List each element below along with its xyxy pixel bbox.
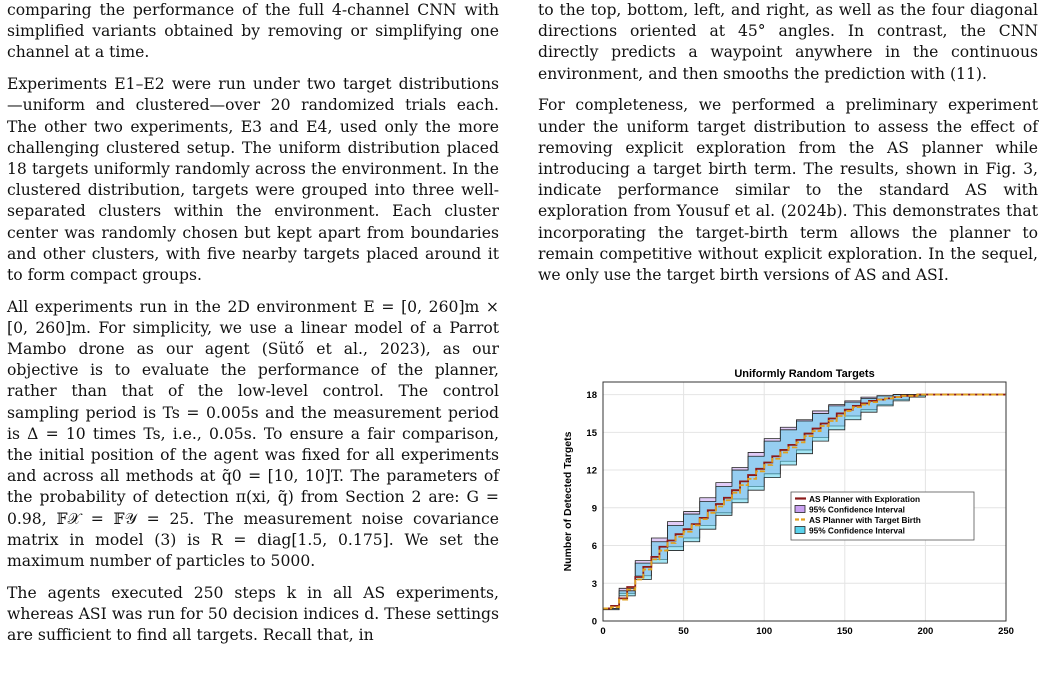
legend-label: AS Planner with Exploration [809,494,921,504]
chart-title: Uniformly Random Targets [734,368,875,380]
x-tick-label: 250 [998,626,1014,637]
y-tick-label: 3 [591,578,597,590]
y-tick-label: 6 [591,541,597,553]
paragraph: comparing the performance of the full 4-channel CNN with simplified variants obtained by removing or simplifying one channel at a time. [7,1,499,62]
x-tick-label: 100 [756,626,773,637]
legend [791,492,974,540]
y-axis-label: Number of Detected Targets [562,431,574,572]
paragraph: For completeness, we performed a preliminary experiment under the uniform target distribution to assess the effect of removing explicit exploration from the AS planner while introducing a target birth term. The results, shown in Fig. 3, indicate performance similar to the standard AS with exploration from Yousuf et al. (2024b). This demonstrates that incorporating the target-birth term allows the planner to remain competitive without explicit exploration. In the sequel, we only use the target birth versions of AS and ASI. [538,96,1038,284]
legend-swatch [795,506,805,513]
y-tick-label: 9 [591,503,597,515]
line-chart [545,364,1040,675]
left-column [7,0,499,657]
y-tick-label: 12 [586,465,597,477]
right-column [538,0,1038,297]
x-tick-label: 150 [836,626,853,637]
y-tick-label: 0 [591,616,597,628]
legend-label: AS Planner with Target Birth [809,515,921,525]
paragraph: All experiments run in the 2D environment E = [0, 260]m × [0, 260]m. For simplicity, we use a linear model of a Parrot Mambo drone as our agent (Sütő et al., 2023), as our objective is to evaluate the performance of the planner, rather than that of the low-level control. The control sampling period is Ts = 0.005s and the measurement period is Δ = 10 times Ts, i.e., 0.05s. To ensure a fair comparison, the initial position of the agent was fixed for all experiments and across all methods at q̃0 = [10, 10]T. The parameters of the probability of detection π(xi, q̃) from Section 2 are: G = 0.98, 𝔽𝒳 = 𝔽𝒴 = 25. The measurement noise covariance matrix in model (3) is R = diag[1.5, 0.175]. We set the maximum number of particles to 5000. [7,297,499,571]
y-tick-label: 15 [586,427,597,439]
x-tick-label: 200 [917,626,934,637]
legend-swatch [795,527,805,534]
legend-label: 95% Confidence Interval [809,504,905,515]
paragraph: to the top, bottom, left, and right, as well as the four diagonal directions oriented at 45° angles. In contrast, the CNN directly predicts a waypoint anywhere in the continuous environment, and then smooths the prediction with (11). [538,1,1038,83]
figure [545,364,1040,675]
paragraph: Experiments E1–E2 were run under two target distributions—uniform and clustered—over 20 randomized trials each. The other two experiments, E3 and E4, used only the more challenging clustered setup. The uniform distribution placed 18 targets uniformly randomly across the environment. In the clustered distribution, targets were grouped into three well-separated clusters within the environment. Each cluster center was randomly chosen but kept apart from boundaries and other clusters, with five nearby targets placed around it to form compact groups. [7,75,499,284]
x-tick-label: 0 [600,626,606,637]
x-tick-label: 50 [678,626,689,637]
paragraph: The agents executed 250 steps k in all AS experiments, whereas ASI was run for 50 decision indices d. These settings are sufficient to find all targets. Recall that, in [7,583,499,645]
legend-label: 95% Confidence Interval [809,525,905,536]
y-tick-label: 18 [586,390,597,402]
